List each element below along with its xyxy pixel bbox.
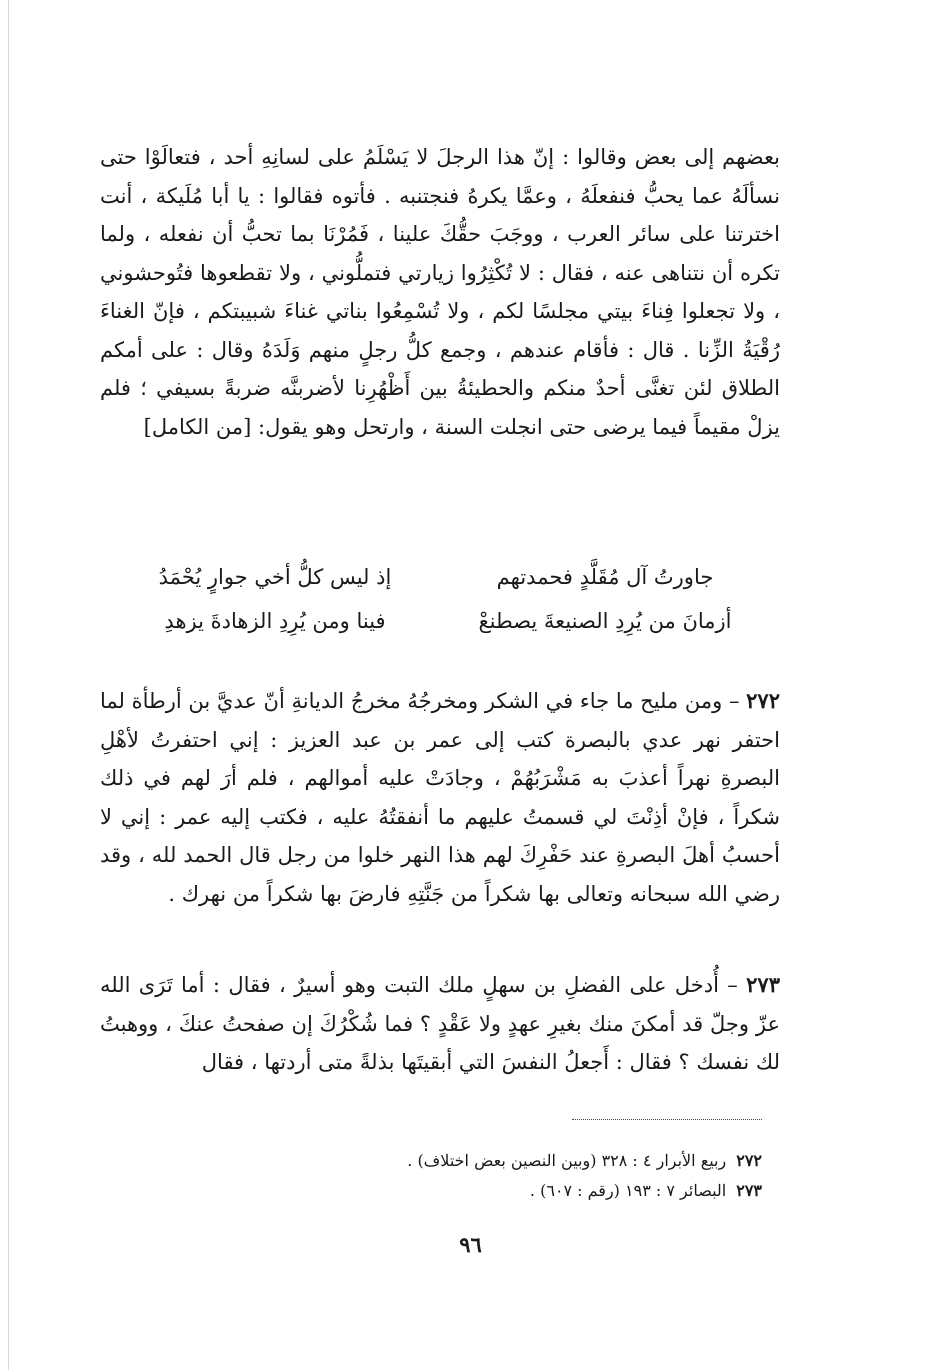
footnote-number: ٢٧٣: [736, 1181, 762, 1200]
paragraph-272: [100, 682, 780, 913]
footnote-text: ربيع الأبرار ٤ : ٣٢٨ (وبين النصين بعض اختلاف) .: [407, 1151, 727, 1170]
poem-verse-2: [130, 599, 750, 643]
footnote-number: ٢٧٢: [736, 1151, 762, 1170]
footnote-273: [300, 1176, 762, 1206]
verse-2-first-hemistich: أزمانَ من يُرِدِ الصنيعةَ يصطنعْ: [478, 609, 732, 633]
page-number: ٩٦: [459, 1232, 482, 1257]
footnote-272: [300, 1146, 762, 1176]
paragraph-continuation: بعضهم إلى بعض وقالوا : إنّ هذا الرجلَ لا يَسْلَمُ على لسانِهِ أحد ، فتعالَوْا حتى نسألَهُ عما يحبُّ فنفعلَهُ ، وعمَّا يكرهُ فنجتنبه . فأتوه فقالوا : يا أبا مُلَيكة ، أنت اخترتنا على سائر العرب ، ووجَبَ حقُّكَ علينا ، فَمُرْنَا بما تحبُّ أن نفعله ، ولما تكره أن نتناهى عنه ، فقال : لا تُكْثِرُوا زيارتي فتملُّوني ، ولا تقطعوها فتُوحشوني ، ولا تجعلوا فِناءَ بيتي مجلسًا لكم ، ولا تُسْمِعُوا بناتي غناءَ شبيبتكم ، فإنّ الغناءَ رُقْيَةُ الزِّنا . قال : فأقام عندهم ، وجمع كلُّ رجلٍ منهم وَلَدَهُ وقال : على أمكم الطلاق لئن تغنَّى أحدٌ منكم والحطيئةُ بين أَظْهُرِنا لأضربنَّه ضربةً بسيفي ؛ فلم يزلْ مقيماً فيما يرضى حتى انجلت السنة ، وارتحل وهو يقول: [من الكامل]: [100, 145, 780, 439]
paragraph-number: ٢٧٣: [746, 972, 780, 997]
verse-1-first-hemistich: جاورتُ آل مُقَلَّدٍ فحمدتهم: [496, 565, 714, 589]
footnote-text: البصائر ٧ : ١٩٣ (رقم : ٦٠٧) .: [529, 1181, 727, 1200]
verse-1-second-hemistich: إذ ليس كلُّ أخي جوارٍ يُحْمَدُ: [158, 565, 392, 589]
footnote-separator: [572, 1119, 762, 1120]
paragraph-273: [100, 966, 780, 1082]
verse-2-second-hemistich: فينا ومن يُرِدِ الزهادةَ يزهدِ: [164, 609, 386, 633]
page-edge-line: [8, 0, 9, 1370]
paragraph-text: – أُدخل على الفضلِ بن سهلٍ ملك التبت وهو أسيرٌ ، فقال : أما تَرَى الله عزّ وجلّ قد أمكنَ منك بغيرِ عهدٍ ولا عَقْدٍ ؟ فما شُكْرُكَ إن صفحتُ عنكَ ، ووهبتُ لك نفسك ؟ فقال : أَجعلُ النفسَ التي أبقيتَها بذلةً متى أردتها ، فقال: [100, 973, 780, 1074]
paragraph-text: – ومن مليح ما جاء في الشكر ومخرجُهُ مخرجُ الديانةِ أنّ عديَّ بن أرطأة لما احتفر نهر عدي بالبصرة كتب إلى عمر بن عبد العزيز : إني احتفرتُ لأهْلِ البصرةِ نهراً أعذبَ به مَشْرَبُهُمْ ، وجادَتْ عليه أموالهم ، فلم أرَ لهم في ذلك شكراً ، فإنْ أذِنْتَ لي قسمتُ عليهم ما أنفقتُهُ عليه ، فكتب إليه عمر : إني لا أحسبُ أهلَ البصرةِ عند حَفْرِكَ لهم هذا النهر خلوا من رجل قال الحمد لله ، وقد رضي الله سبحانه وتعالى بها شكراً من جَنَّتِهِ فارضَ بها شكراً من نهرك .: [100, 689, 780, 906]
poem-verse-1: [130, 555, 750, 599]
footnotes: [300, 1146, 762, 1206]
poem: [130, 555, 750, 643]
paragraph-number: ٢٧٢: [746, 688, 780, 713]
